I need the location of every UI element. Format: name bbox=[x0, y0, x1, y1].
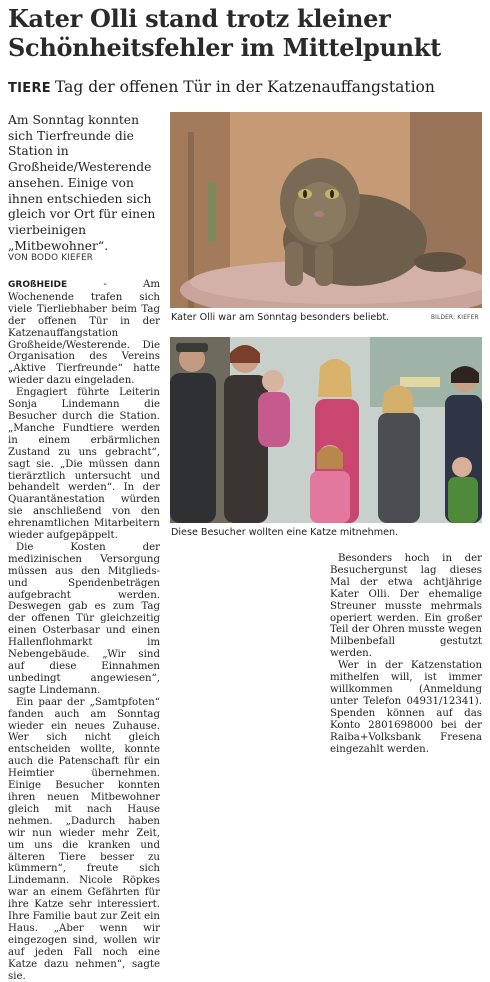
cat-photo-caption: Kater Olli war am Sonntag besonders beliebt. bbox=[171, 312, 390, 323]
article-paragraph-4: Ein paar der „Samtpfoten“ fanden auch am Sonntag wieder ein neues Zuhause. Wer sich nicht gleich entscheiden wollte, konnte auch die Patenschaft für ein Heimtier übernehmen. Einige Besucher konnten ihren neuen Mitbewohner gleich mit nach Hause nehmen. „Dadurch haben wir nun wieder mehr Zeit, um uns die kranken und älteren Tiere besser zu kümmern“, freute sich Lindemann. Nicole Röpkes war an einem Gefährten für ihre Katze sehr interessiert. Ihre Familie baut zur Zeit ein Haus. „Aber wenn wir eingezogen sind, wollen wir auf jeden Fall noch eine Katze dazu nehmen“, sagte sie. bbox=[8, 696, 160, 982]
visitors-photo-caption: Diese Besucher wollten eine Katze mitnehmen. bbox=[171, 527, 399, 538]
visitors-photo bbox=[170, 337, 482, 523]
lead-paragraph: Am Sonntag konnten sich Tierfreunde die Station in Großheide/Westerende ansehen. Einige von ihnen entschieden sich gleich vor Ort für einen vierbeinigen „Mitbewohner“. bbox=[8, 113, 156, 253]
article-paragraph-1: GROßHEIDE - Am Wochenende trafen sich viele Tierliebhaber beim Tag der offenen Tür in der Katzenauffangstation Großheide/Westerende. Die Organisation des Vereins „Aktive Tierfreunde“ hatte wieder dazu eingeladen. bbox=[8, 279, 160, 387]
article-paragraph-6: Wer in der Katzenstation mithelfen will, ist immer willkommen (Anmeldung unter Telefon 04931/12341). Spenden können auf das Konto 2801698000 bei der Raiba+Volksbank Fresena eingezahlt werden. bbox=[330, 660, 482, 755]
kicker bbox=[8, 77, 486, 99]
headline: Kater Olli stand trotz kleiner Schönheitsfehler im Mittelpunkt bbox=[8, 4, 441, 62]
article-paragraph-2: Engagiert führte Leiterin Sonja Lindemann die Besucher durch die Station. „Manche Fundtiere werden in einem erbärmlichen Zustand zu uns gebracht“, sagt sie. „Die müssen dann tierärztlich untersucht und behandelt werden“. In der Quarantänestation würden sie anschließend von den ehrenamtlichen Mitarbeitern wieder aufgepäppelt. bbox=[8, 387, 160, 542]
article-column-3 bbox=[330, 553, 482, 755]
dateline: GROßHEIDE bbox=[8, 280, 68, 290]
author-byline: VON BODO KIEFER bbox=[8, 253, 94, 263]
article-paragraph-5: Besonders hoch in der Besuchergunst lag dieses Mal der etwa achtjährige Kater Olli. Der ehemalige Streuner musste mehrmals operiert werden. Ein großer Teil der Ohren musste wegen Milbenbefall gestutzt werden. bbox=[330, 553, 482, 660]
kicker-text: Tag der offenen Tür in der Katzenauffangstation bbox=[54, 78, 435, 96]
kicker-tag: TIERE bbox=[8, 81, 51, 96]
cat-photo bbox=[170, 112, 482, 308]
photo-credit: BILDER: KIEFER bbox=[431, 315, 479, 321]
article-column-1 bbox=[8, 279, 160, 982]
article-paragraph-3: Die Kosten der medizinischen Versorgung müssen aus den Mitglieds- und Spendenbeträgen aufgebracht werden. Deswegen gab es zum Tag der offenen Tür gleichzeitig einen Osterbasar und einen Hallenflohmarkt im Nebengebäude. „Wir sind auf diese Einnahmen unbedingt angewiesen“, sagte Lindemann. bbox=[8, 541, 160, 696]
